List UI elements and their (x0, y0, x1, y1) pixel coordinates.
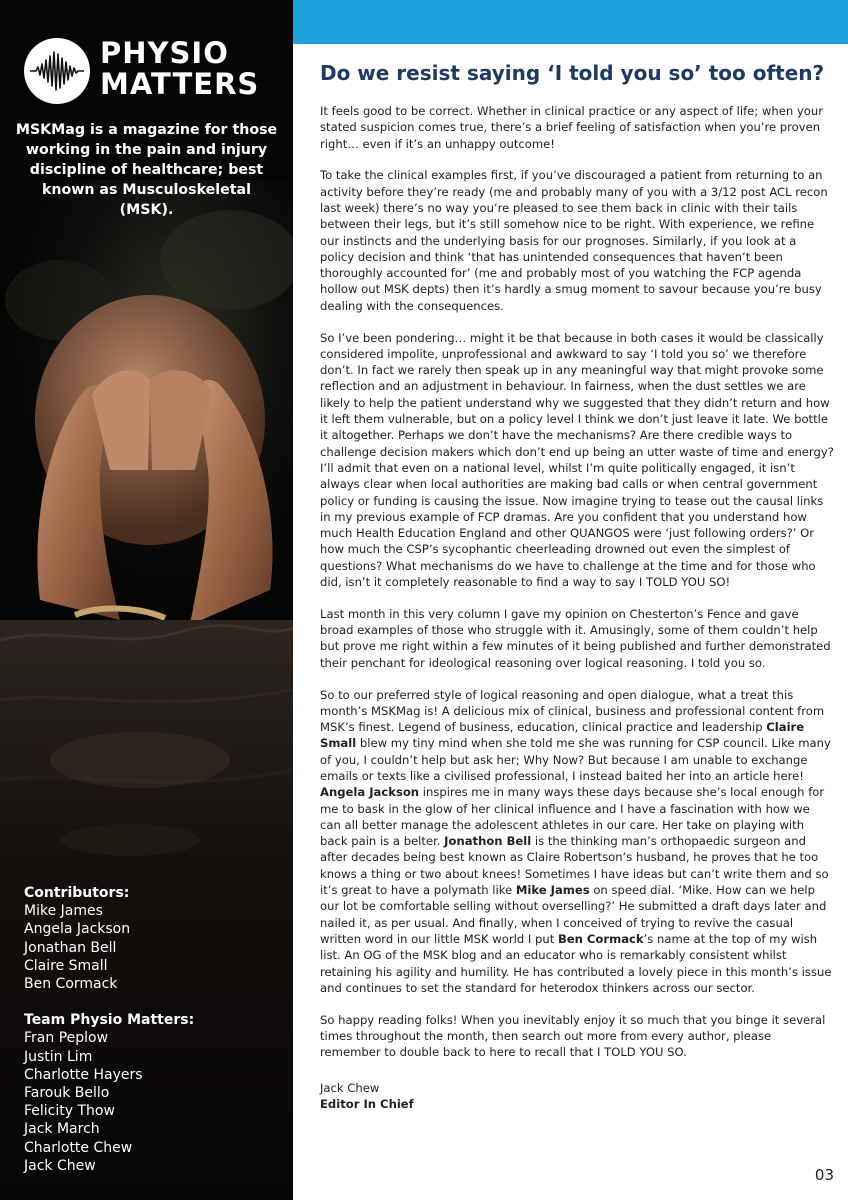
team-member-name: Felicity Thow (24, 1103, 115, 1120)
article-paragraph: To take the clinical examples first, if you’ve discouraged a patient from returning to an activity before they’re ready (me and probably many of you with a 3/12 post ACL recon last week) there’s no way you’re pleased to see them back in clinic with their tails between their legs, but it’s still somehow nice to be right. With experience, we refine our instincts and the underlying basis for our prognoses. Similarly, if you look at a policy decision and think ‘that has unintended consequences that haven’t been thoroughly accounted for’ (me and probably most of you watching the FCP agenda hollow out MSK depts) then it’s hardly a smug moment to savour because you’re busy dealing with the consequences. (320, 168, 828, 313)
team-member-name: Charlotte Chew (24, 1139, 133, 1156)
contributor-name: Claire Small (24, 957, 108, 974)
text-run: blew my tiny mind when she told me she was running for CSP council. Like many of you, I couldn’t help but ask her; Why Now? But because I am unable to exchange emails or texts like a civilised professional, I instead baited her into an article here! (320, 736, 831, 783)
team-member-name: Jack March (24, 1121, 100, 1138)
article-paragraph: Last month in this very column I gave my opinion on Chesterton’s Fence and gave broad examples of those who struggle with it. Amusingly, some of them couldn’t help but prove me right within a few minutes of it being published and further demonstrated their penchant for ideological reasoning over logical reasoning. I told you so. (320, 606, 831, 670)
brand-name-line2: MATTERS (100, 67, 260, 101)
author-role: Editor In Chief (320, 1096, 414, 1111)
author-name: Jack Chew (320, 1080, 380, 1095)
article-paragraph: It feels good to be correct. Whether in clinical practice or any aspect of life; when your stated suspicion comes true, there’s a brief feeling of satisfaction when you’re proven right… even if it’s an unhappy outcome! (320, 104, 823, 151)
tagline: MSKMag is a magazine for those working in the pain and injury discipline of healthcare; best known as Musculoskeletal (MSK). (15, 122, 278, 218)
contributor-highlight: Claire Small (320, 720, 805, 751)
brand-name-line1: PHYSIO (100, 36, 229, 70)
accent-bar (293, 0, 848, 44)
contributor-highlight: Jonathon Bell (444, 834, 532, 849)
team-member-name: Charlotte Hayers (24, 1066, 143, 1083)
contributor-highlight: Angela Jackson (320, 785, 420, 800)
text-run: So to our preferred style of logical reasoning and open dialogue, what a treat this month’s MSKMag is! A delicious mix of clinical, business and professional content from MSK’s finest. Legend of business, education, clinical practice and leadership (320, 687, 825, 735)
article-paragraph: So happy reading folks! When you inevitably enjoy it so much that you binge it several times throughout the month, then search out more from every author, please remember to double back to here to recall that I TOLD YOU SO. (320, 1012, 826, 1060)
page-number: 03 (814, 1166, 834, 1184)
editorial-article (320, 60, 834, 1112)
article-paragraph: So I’ve been pondering… might it be that because in both cases it would be classically considered impolite, unprofessional and awkward to say ‘I told you so’ we therefore don’t. In fact we rarely then speak up in any meaningful way that might provoke some reflection and an adjustment in behaviour. In fairness, when the dust settles we are likely to help the patient understand why we suggested that they didn’t return and how it left them vulnerable, but on a policy level I think we don’t just leave it late. We bottle it altogether. Perhaps we don’t have the mechanisms? Are there credible ways to challenge decision makers which don’t end up being an utter waste of time and energy? I’ll admit that even on a national level, whilst I’m quite politically engaged, it isn’t always clear when local authorities are making bad calls or when central government policy or funding is causing the issue. Now imagine trying to tease out the causal links in my previous example of FCP dramas. Are you confident that you understand how much Health Education England and other QUANGOS were ‘just following orders?’ Or how much the CSP’s sycophantic cheerleading drowned out even the simplest of questions? What mechanisms do we have to challenge at the time and for those who did, isn’t it completely reasonable to find a way to say I TOLD YOU SO! (320, 330, 834, 590)
sidebar (0, 0, 293, 1200)
team-member-name: Justin Lim (24, 1048, 93, 1065)
text-run: inspires me in many ways these days because she’s local enough for me to bask in the glow of her clinical influence and I have a fascination with how we can all better manage the adolescent athletes in our care. Her take on playing with back pain is a belter. (320, 785, 825, 849)
brand-name (100, 38, 259, 100)
contributor-highlight: Mike James (515, 883, 590, 898)
text-run: on speed dial. ‘Mike. How can we help our lot be comfortable selling without overselling?’ He submitted a draft days later and nailed it, as per usual. And finally, when I conceived of trying to revive the casual written word in our little MSK world I put (320, 883, 827, 946)
soundwave-icon (24, 38, 90, 104)
contributor-name: Angela Jackson (24, 921, 131, 938)
brand-logo (24, 38, 274, 104)
text-run: ’s name at the top of my wish list. An OG of the MSK blog and an educator who is remarkably consistent whilst retaining his agility and humility. He has contributed a lovely piece in this month’s issue and continues to set the standard for heterodox thinkers across our sector. (320, 931, 832, 995)
contributor-name: Mike James (24, 903, 103, 920)
article-headline: Do we resist saying ‘I told you so’ too often? (320, 61, 825, 85)
contributors-list (24, 902, 284, 993)
team-heading: Team Physio Matters: (24, 1012, 195, 1029)
contributor-highlight: Ben Cormack (557, 931, 644, 946)
contributor-name: Jonathan Bell (24, 939, 117, 956)
team-member-name: Farouk Bello (24, 1085, 110, 1102)
contributors-heading: Contributors: (24, 885, 130, 901)
team-member-name: Jack Chew (24, 1157, 96, 1174)
credits (24, 884, 284, 1175)
team-member-name: Fran Peplow (24, 1030, 109, 1047)
contributor-name: Ben Cormack (24, 976, 118, 993)
signature (320, 1080, 834, 1113)
team-list (24, 1029, 284, 1175)
article-paragraph (320, 687, 834, 997)
text-run: is the thinking man’s orthopaedic surgeon and after decades being best known as Claire Robertson’s husband, he proves that he too knows a thing or two about knees! Sometimes I have ideas but can’t write them and so it’s great to have a polymath like (320, 834, 829, 898)
